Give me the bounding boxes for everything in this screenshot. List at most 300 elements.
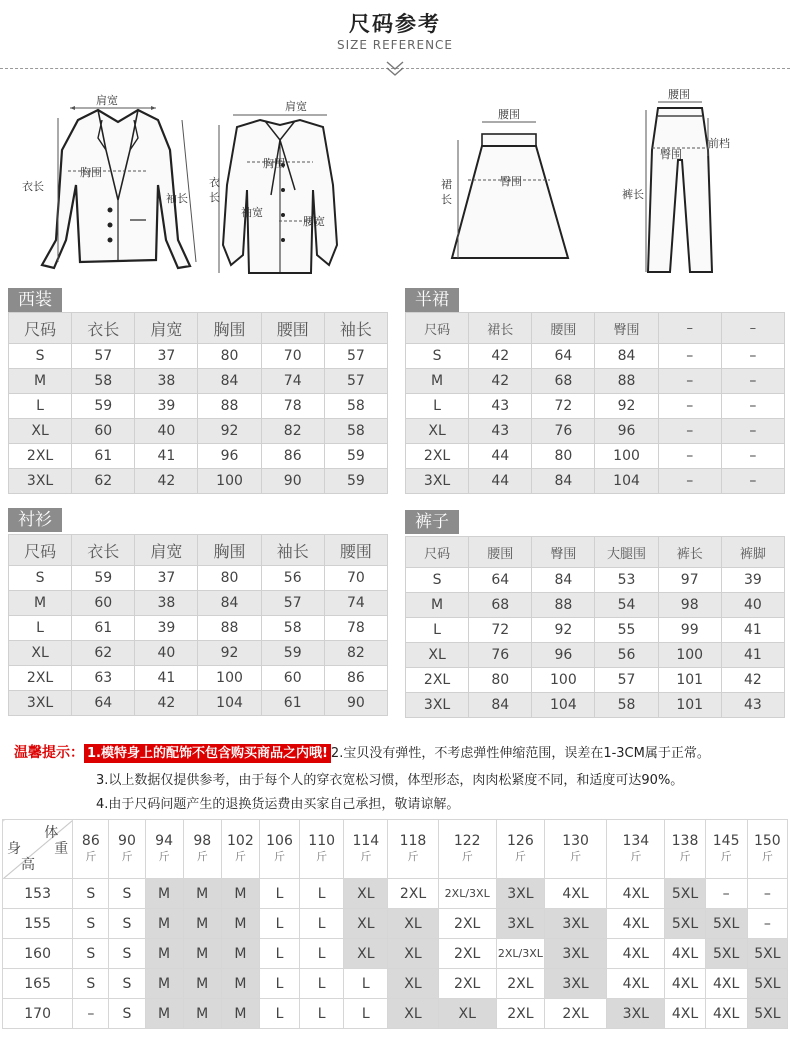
table-cell: S — [406, 344, 469, 369]
table-cell: L — [9, 394, 72, 419]
table-cell: 86 — [261, 444, 324, 469]
size-cell: L — [259, 879, 299, 909]
table-cell: 41 — [135, 666, 198, 691]
table-cell: 84 — [198, 369, 261, 394]
column-header: 臀围 — [595, 313, 658, 344]
table-cell: L — [406, 394, 469, 419]
table-cell: 100 — [532, 668, 595, 693]
table-cell: – — [658, 369, 721, 394]
weight-header: 110 斤 — [300, 820, 344, 879]
column-header: 肩宽 — [135, 313, 198, 344]
size-cell: M — [221, 939, 259, 969]
table-cell: 59 — [324, 469, 387, 494]
table-cell: M — [406, 369, 469, 394]
skirt-size-table — [405, 312, 785, 494]
height-row — [3, 879, 788, 909]
table-cell: 74 — [261, 369, 324, 394]
table-cell: 3XL — [9, 691, 72, 716]
size-cell: M — [145, 939, 183, 969]
size-cell: M — [183, 939, 221, 969]
table-cell: 59 — [72, 566, 135, 591]
table-cell: 38 — [135, 369, 198, 394]
table-cell: 100 — [658, 643, 721, 668]
waist-label: 腰围 — [668, 88, 690, 101]
table-cell: 43 — [469, 419, 532, 444]
size-cell: L — [344, 969, 388, 999]
table-cell: 3XL — [406, 693, 469, 718]
table-cell: 60 — [72, 419, 135, 444]
table-row — [406, 618, 785, 643]
size-cell: 5XL — [665, 909, 705, 939]
table-row — [9, 369, 388, 394]
weight-header: 102 斤 — [221, 820, 259, 879]
table-row — [9, 566, 388, 591]
column-header: 胸围 — [198, 535, 261, 566]
unit-label: 斤 — [234, 850, 246, 863]
size-cell: S — [109, 939, 145, 969]
table-row — [9, 641, 388, 666]
table-cell: 39 — [135, 616, 198, 641]
table-cell: 88 — [595, 369, 658, 394]
column-header: 衣长 — [72, 313, 135, 344]
table-cell: 68 — [532, 369, 595, 394]
table-cell: 41 — [721, 643, 784, 668]
column-header: 腰围 — [324, 535, 387, 566]
table-cell: 58 — [261, 616, 324, 641]
table-cell: – — [721, 469, 784, 494]
table-cell: 37 — [135, 344, 198, 369]
table-row — [406, 419, 785, 444]
table-cell: 80 — [198, 344, 261, 369]
table-header-row — [9, 535, 388, 566]
size-cell: S — [73, 969, 109, 999]
table-cell: 40 — [135, 419, 198, 444]
table-cell: 64 — [532, 344, 595, 369]
table-cell: 62 — [72, 641, 135, 666]
shoulder-label: 肩宽 — [285, 100, 307, 113]
size-cell: 3XL — [544, 939, 606, 969]
corner-weight-1: 体 — [44, 825, 59, 841]
table-cell: 101 — [658, 693, 721, 718]
table-header-row — [9, 313, 388, 344]
size-cell: L — [259, 909, 299, 939]
table-cell: 84 — [532, 469, 595, 494]
weight-header: 114 斤 — [344, 820, 388, 879]
table-cell: S — [9, 566, 72, 591]
table-cell: L — [9, 616, 72, 641]
table-cell: 104 — [198, 691, 261, 716]
table-cell: – — [658, 419, 721, 444]
table-cell: 59 — [324, 444, 387, 469]
table-cell: 72 — [469, 618, 532, 643]
table-cell: 72 — [532, 394, 595, 419]
size-cell: 2XL — [438, 909, 496, 939]
table-cell: 42 — [135, 691, 198, 716]
size-cell: 5XL — [747, 969, 787, 999]
table-cell: 80 — [469, 668, 532, 693]
corner-weight-2: 重 — [54, 841, 69, 857]
size-cell: M — [145, 879, 183, 909]
table-cell: 61 — [72, 616, 135, 641]
weight-header: 86 斤 — [73, 820, 109, 879]
table-cell: 39 — [135, 394, 198, 419]
size-cell: – — [747, 909, 787, 939]
table-cell: 64 — [72, 691, 135, 716]
length-label-1: 衣 — [209, 176, 220, 189]
size-cell: M — [145, 969, 183, 999]
table-cell: 96 — [595, 419, 658, 444]
note-1: 1.模特身上的配饰不包含购买商品之内哦! — [84, 744, 331, 763]
table-cell: 54 — [595, 593, 658, 618]
table-row — [9, 666, 388, 691]
size-cell: M — [221, 999, 259, 1029]
size-cell: 4XL — [607, 969, 665, 999]
table-cell: 100 — [595, 444, 658, 469]
table-cell: 56 — [261, 566, 324, 591]
size-cell: S — [109, 879, 145, 909]
table-cell: 82 — [324, 641, 387, 666]
table-cell: 61 — [261, 691, 324, 716]
table-cell: 92 — [198, 419, 261, 444]
suit-table-title: 西装 — [8, 288, 62, 312]
unit-label: 斤 — [360, 850, 372, 863]
table-cell: 57 — [324, 369, 387, 394]
hip-label: 臀围 — [660, 148, 682, 161]
size-cell: M — [221, 879, 259, 909]
table-cell: 92 — [198, 641, 261, 666]
waist-label: 腰宽 — [303, 215, 325, 228]
table-cell: M — [9, 369, 72, 394]
size-cell: S — [109, 969, 145, 999]
size-cell: M — [183, 999, 221, 1029]
table-cell: 2XL — [406, 444, 469, 469]
table-cell: – — [658, 469, 721, 494]
pants-table-title: 裤子 — [405, 510, 459, 534]
size-cell: 3XL — [496, 879, 544, 909]
size-cell: XL — [344, 909, 388, 939]
size-cell: S — [73, 939, 109, 969]
unit-label: 斤 — [121, 850, 133, 863]
table-row — [406, 643, 785, 668]
table-cell: 42 — [721, 668, 784, 693]
unit-label: 斤 — [196, 850, 208, 863]
height-cell: 165 — [3, 969, 73, 999]
table-cell: 63 — [72, 666, 135, 691]
column-header: 袖长 — [324, 313, 387, 344]
table-cell: 60 — [261, 666, 324, 691]
table-cell: 90 — [261, 469, 324, 494]
table-row — [9, 444, 388, 469]
table-cell: 104 — [532, 693, 595, 718]
size-cell: 3XL — [607, 999, 665, 1029]
unit-label: 斤 — [85, 850, 97, 863]
note-4: 4.由于尺码问题产生的退换货运费由买家自己承担，敬请谅解。 — [96, 797, 460, 812]
length-label: 衣长 — [22, 180, 44, 193]
table-cell: 97 — [658, 568, 721, 593]
table-cell: 80 — [532, 444, 595, 469]
height-row — [3, 909, 788, 939]
weight-corner-label — [3, 825, 72, 841]
column-header: 裙长 — [469, 313, 532, 344]
warm-tip-label: 温馨提示： — [14, 745, 84, 761]
size-cell: 2XL — [544, 999, 606, 1029]
table-cell: 88 — [198, 616, 261, 641]
table-row — [406, 668, 785, 693]
weight-header-row — [3, 820, 788, 879]
table-cell: 96 — [532, 643, 595, 668]
table-cell: XL — [9, 641, 72, 666]
weight-header: 134 斤 — [607, 820, 665, 879]
size-cell: M — [145, 909, 183, 939]
corner-height-2: 高 — [21, 857, 35, 873]
size-cell: 4XL — [665, 999, 705, 1029]
size-cell: 4XL — [607, 939, 665, 969]
table-cell: 2XL — [9, 444, 72, 469]
table-cell: 99 — [658, 618, 721, 643]
table-cell: M — [9, 591, 72, 616]
table-cell: 55 — [595, 618, 658, 643]
table-cell: 42 — [135, 469, 198, 494]
size-cell: 4XL — [544, 879, 606, 909]
column-header: 尺码 — [406, 537, 469, 568]
size-cell: 2XL — [496, 969, 544, 999]
length-label-2: 长 — [441, 193, 452, 206]
column-header: 胸围 — [198, 313, 261, 344]
table-cell: 84 — [198, 591, 261, 616]
size-cell: 2XL — [438, 939, 496, 969]
size-cell: L — [259, 999, 299, 1029]
corner-height-1: 身 — [7, 841, 21, 857]
suit-size-table — [8, 312, 388, 494]
table-cell: – — [658, 444, 721, 469]
size-cell: XL — [388, 969, 438, 999]
size-cell: – — [705, 879, 747, 909]
weight-header: 145 斤 — [705, 820, 747, 879]
table-cell: S — [406, 568, 469, 593]
size-cell: 3XL — [496, 909, 544, 939]
table-cell: – — [721, 419, 784, 444]
size-cell: 4XL — [607, 879, 665, 909]
pants-diagram — [620, 90, 750, 280]
double-chevron-down-icon — [384, 60, 406, 78]
length-label-1: 裙 — [441, 178, 452, 191]
shirt-diagram — [205, 95, 355, 280]
size-cell: L — [300, 969, 344, 999]
table-row — [9, 344, 388, 369]
table-cell: 98 — [658, 593, 721, 618]
column-header: 尺码 — [9, 535, 72, 566]
table-cell: 60 — [72, 591, 135, 616]
table-cell: 37 — [135, 566, 198, 591]
height-row — [3, 939, 788, 969]
size-cell: 2XL/3XL — [496, 939, 544, 969]
table-cell: 40 — [135, 641, 198, 666]
weight-header: 122 斤 — [438, 820, 496, 879]
table-cell: 90 — [324, 691, 387, 716]
column-header: 衣长 — [72, 535, 135, 566]
table-cell: 58 — [324, 419, 387, 444]
table-cell: – — [658, 344, 721, 369]
table-cell: 53 — [595, 568, 658, 593]
table-cell: – — [721, 444, 784, 469]
size-cell: L — [300, 909, 344, 939]
page-subtitle: SIZE REFERENCE — [336, 38, 454, 52]
table-cell: 96 — [198, 444, 261, 469]
table-cell: 78 — [324, 616, 387, 641]
table-cell: XL — [406, 419, 469, 444]
table-header-row — [406, 313, 785, 344]
size-cell: 3XL — [544, 909, 606, 939]
size-cell: M — [183, 969, 221, 999]
sleeve-width-label: 袖宽 — [241, 206, 263, 219]
column-header: – — [658, 313, 721, 344]
weight-header: 118 斤 — [388, 820, 438, 879]
length-label-2: 长 — [209, 191, 220, 204]
column-header: 裤长 — [658, 537, 721, 568]
column-header: 肩宽 — [135, 535, 198, 566]
skirt-diagram — [438, 100, 578, 280]
column-header: 腰围 — [261, 313, 324, 344]
table-cell: 58 — [324, 394, 387, 419]
column-header: – — [721, 313, 784, 344]
table-cell: 39 — [721, 568, 784, 593]
table-row — [406, 444, 785, 469]
table-row — [406, 693, 785, 718]
table-cell: XL — [406, 643, 469, 668]
table-cell: 57 — [324, 344, 387, 369]
size-cell: L — [300, 999, 344, 1029]
table-cell: 84 — [469, 693, 532, 718]
table-cell: 88 — [198, 394, 261, 419]
size-cell: 5XL — [747, 999, 787, 1029]
size-cell: S — [109, 999, 145, 1029]
size-cell: M — [183, 909, 221, 939]
note-2: 2.宝贝没有弹性，不考虑弹性伸缩范围，误差在1-3CM属于正常。 — [330, 746, 710, 761]
column-header: 袖长 — [261, 535, 324, 566]
table-cell: 57 — [72, 344, 135, 369]
table-cell: 42 — [469, 369, 532, 394]
height-row — [3, 969, 788, 999]
size-cell: S — [73, 909, 109, 939]
table-cell: – — [721, 369, 784, 394]
skirt-table-title: 半裙 — [405, 288, 459, 312]
column-header: 尺码 — [406, 313, 469, 344]
table-row — [9, 469, 388, 494]
table-row — [406, 568, 785, 593]
unit-label: 斤 — [514, 850, 526, 863]
table-cell: 57 — [261, 591, 324, 616]
chest-label: 胸围 — [263, 157, 285, 170]
table-row — [406, 369, 785, 394]
table-cell: 44 — [469, 444, 532, 469]
size-cell: XL — [388, 999, 438, 1029]
sleeve-label: 袖长 — [166, 192, 188, 205]
size-cell: 2XL — [496, 999, 544, 1029]
length-label: 裤长 — [622, 188, 644, 201]
unit-label: 斤 — [570, 850, 582, 863]
table-cell: 84 — [595, 344, 658, 369]
size-cell: – — [73, 999, 109, 1029]
chest-label: 胸围 — [80, 166, 102, 179]
table-cell: 80 — [198, 566, 261, 591]
size-cell: M — [221, 969, 259, 999]
height-cell: 155 — [3, 909, 73, 939]
column-header: 臀围 — [532, 537, 595, 568]
table-cell: 58 — [72, 369, 135, 394]
column-header: 腰围 — [469, 537, 532, 568]
size-cell: L — [259, 969, 299, 999]
size-cell: 2XL — [438, 969, 496, 999]
unit-label: 斤 — [461, 850, 473, 863]
table-cell: 64 — [469, 568, 532, 593]
unit-label: 斤 — [761, 850, 773, 863]
table-cell: 41 — [135, 444, 198, 469]
size-cell: M — [221, 909, 259, 939]
table-cell: 86 — [324, 666, 387, 691]
size-cell: – — [747, 879, 787, 909]
size-cell: 4XL — [705, 969, 747, 999]
table-cell: 59 — [72, 394, 135, 419]
table-cell: 100 — [198, 469, 261, 494]
table-cell: 70 — [324, 566, 387, 591]
weight-header: 130 斤 — [544, 820, 606, 879]
table-row — [406, 593, 785, 618]
table-cell: 76 — [469, 643, 532, 668]
size-cell: L — [300, 879, 344, 909]
table-cell: 101 — [658, 668, 721, 693]
height-row — [3, 999, 788, 1029]
note-3: 3.以上数据仅提供参考，由于每个人的穿衣宽松习惯，体型形态，肉肉松紧度不同，和适度可达90%。 — [96, 773, 684, 788]
height-cell: 153 — [3, 879, 73, 909]
height-cell: 170 — [3, 999, 73, 1029]
rise-label: 前档 — [708, 137, 730, 150]
size-cell: 2XL/3XL — [438, 879, 496, 909]
notes-line-1 — [14, 742, 790, 762]
table-cell: 92 — [595, 394, 658, 419]
size-cell: 4XL — [705, 999, 747, 1029]
height-cell: 160 — [3, 939, 73, 969]
table-cell: XL — [9, 419, 72, 444]
table-cell: 68 — [469, 593, 532, 618]
table-cell: 92 — [532, 618, 595, 643]
table-cell: 78 — [261, 394, 324, 419]
unit-label: 斤 — [679, 850, 691, 863]
weight-header: 126 斤 — [496, 820, 544, 879]
table-cell: – — [721, 394, 784, 419]
table-cell: 88 — [532, 593, 595, 618]
table-cell: 42 — [469, 344, 532, 369]
size-cell: 5XL — [747, 939, 787, 969]
table-cell: 104 — [595, 469, 658, 494]
table-cell: 38 — [135, 591, 198, 616]
size-cell: L — [300, 939, 344, 969]
height-weight-size-chart — [2, 819, 788, 1029]
corner-cell — [3, 820, 73, 879]
unit-label: 斤 — [274, 850, 285, 863]
table-cell: 56 — [595, 643, 658, 668]
size-cell: XL — [438, 999, 496, 1029]
table-cell: L — [406, 618, 469, 643]
table-row — [9, 616, 388, 641]
shirt-table-title: 衬衫 — [8, 508, 62, 532]
size-cell: S — [109, 909, 145, 939]
column-header: 大腿围 — [595, 537, 658, 568]
shoulder-label: 肩宽 — [96, 94, 118, 107]
page-title: 尺码参考 — [349, 12, 441, 36]
weight-header: 106 斤 — [259, 820, 299, 879]
table-row — [9, 591, 388, 616]
suit-diagram — [18, 90, 208, 280]
